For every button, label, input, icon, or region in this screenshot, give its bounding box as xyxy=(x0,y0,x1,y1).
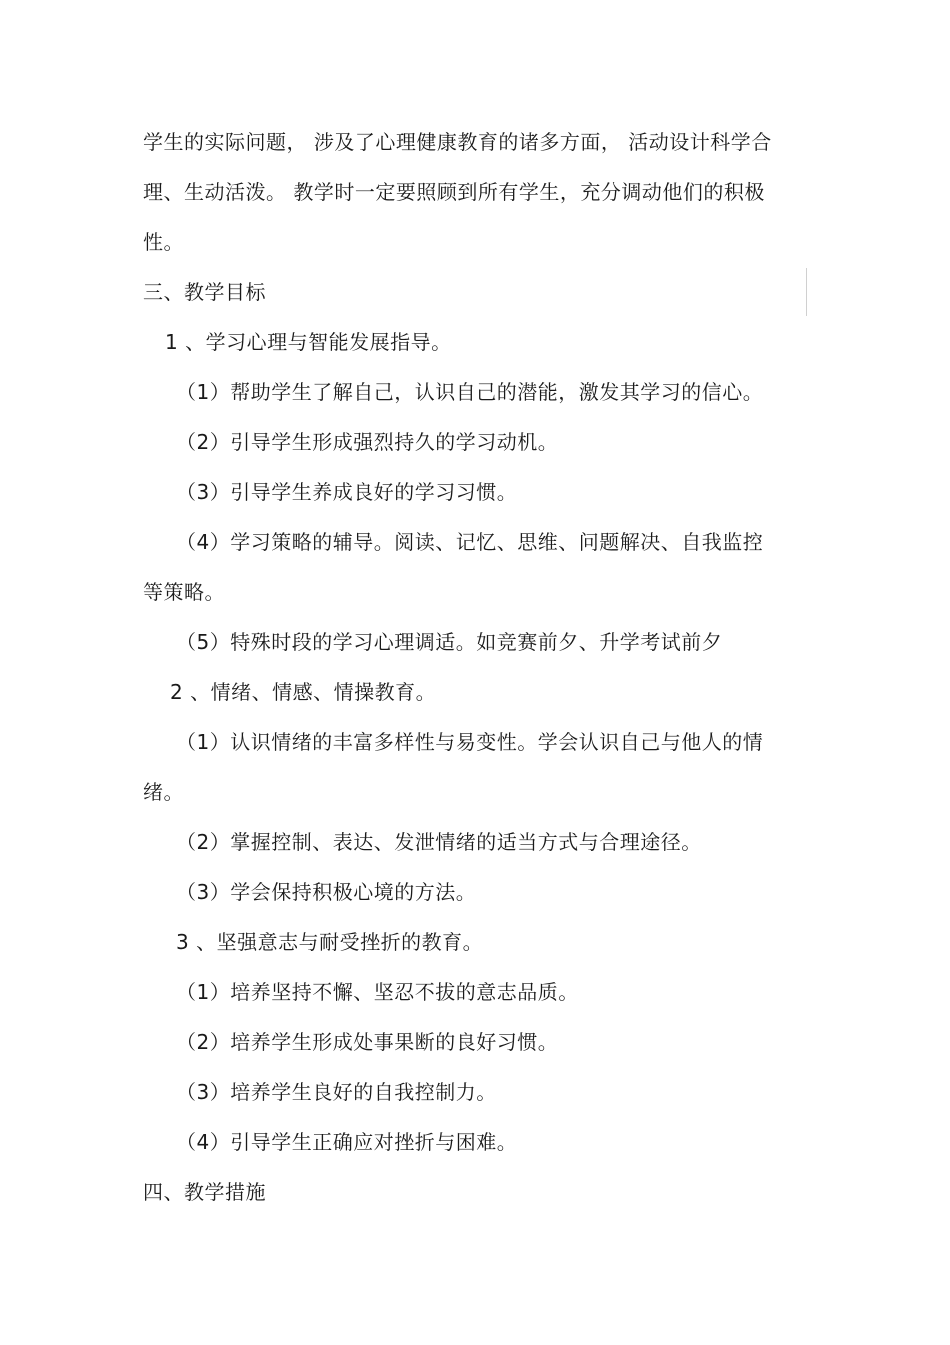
list-item: （3）培养学生良好的自我控制力。 xyxy=(176,1080,497,1104)
section-heading: 四、教学措施 xyxy=(143,1180,266,1204)
list-item-continuation: 等策略。 xyxy=(143,580,225,604)
list-item: （2）培养学生形成处事果断的良好习惯。 xyxy=(176,1030,559,1054)
vertical-rule xyxy=(806,268,807,316)
list-item: （3）引导学生养成良好的学习习惯。 xyxy=(176,480,518,504)
list-item: （1）帮助学生了解自己，认识自己的潜能，激发其学习的信心。 xyxy=(176,380,764,404)
paragraph-line: 理、生动活泼。 教学时一定要照顾到所有学生，充分调动他们的积极 xyxy=(143,180,765,204)
list-item: （4）学习策略的辅导。阅读、记忆、思维、问题解决、自我监控 xyxy=(176,530,764,554)
list-item: （1）培养坚持不懈、坚忍不拔的意志品质。 xyxy=(176,980,579,1004)
subsection-heading: 2 、情绪、情感、情操教育。 xyxy=(170,680,437,704)
section-heading: 三、教学目标 xyxy=(143,280,266,304)
list-item-continuation: 绪。 xyxy=(143,780,184,804)
paragraph-line: 性。 xyxy=(143,230,184,254)
list-item: （2）引导学生形成强烈持久的学习动机。 xyxy=(176,430,559,454)
list-item: （3）学会保持积极心境的方法。 xyxy=(176,880,477,904)
subsection-heading: 3 、坚强意志与耐受挫折的教育。 xyxy=(176,930,484,954)
list-item: （5）特殊时段的学习心理调适。如竞赛前夕、升学考试前夕 xyxy=(176,630,723,654)
subsection-heading: 1 、学习心理与智能发展指导。 xyxy=(165,330,452,354)
list-item: （1）认识情绪的丰富多样性与易变性。学会认识自己与他人的情 xyxy=(176,730,764,754)
paragraph-line: 学生的实际问题， 涉及了心理健康教育的诸多方面， 活动设计科学合 xyxy=(143,130,772,154)
list-item: （4）引导学生正确应对挫折与困难。 xyxy=(176,1130,518,1154)
list-item: （2）掌握控制、表达、发泄情绪的适当方式与合理途径。 xyxy=(176,830,702,854)
